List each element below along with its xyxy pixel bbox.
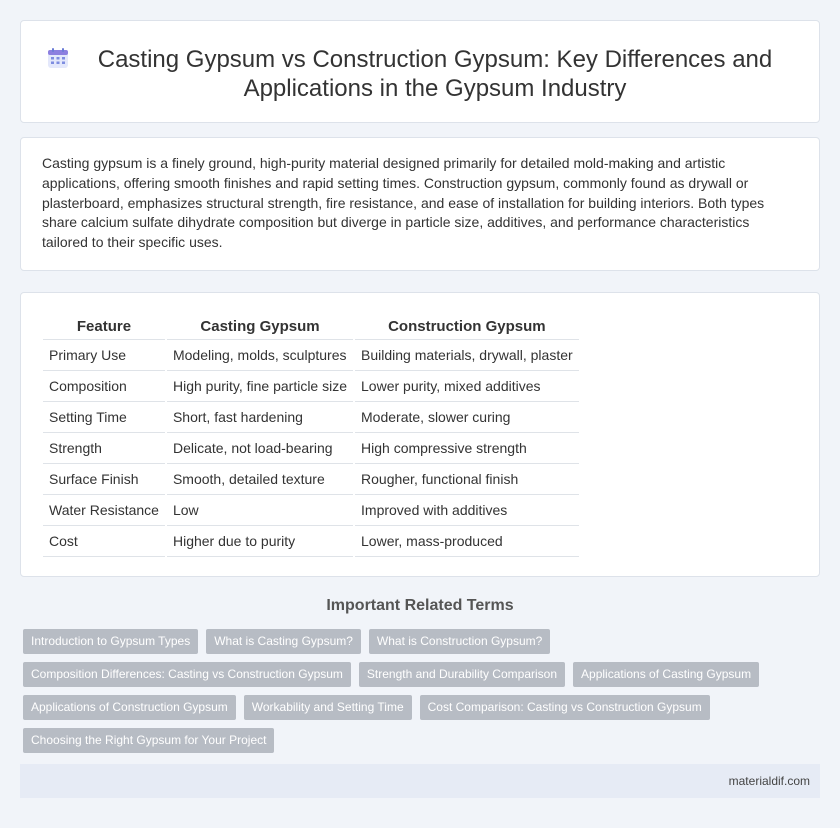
table-cell: Surface Finish xyxy=(43,463,166,494)
intro-paragraph: Casting gypsum is a finely ground, high-purity material designed primarily for detailed mold-making and artistic applications, offering smooth finishes and rapid setting times. Construction gypsum, commonly found as drywall or plasterboard, emphasizes structural strength, fire resistance, and ease of installation for building interiors. Both types share calcium sulfate dihydrate composition but diverge in particle size, additives, and performance characteristics tailored to their specific uses. xyxy=(42,155,765,251)
table-cell: Setting Time xyxy=(43,401,166,432)
table-cell: Delicate, not load-bearing xyxy=(166,432,354,463)
related-term-tag[interactable]: Choosing the Right Gypsum for Your Project xyxy=(23,728,274,753)
table-row xyxy=(43,525,579,556)
related-terms-heading: Important Related Terms xyxy=(326,597,514,614)
comparison-table xyxy=(43,313,579,557)
table-cell: Smooth, detailed texture xyxy=(166,463,354,494)
related-term-tag[interactable]: Applications of Casting Gypsum xyxy=(573,662,759,687)
page-title: Casting Gypsum vs Construction Gypsum: Key Differences and Applications in the Gypsum Industry xyxy=(97,46,773,102)
table-row xyxy=(43,339,579,370)
table-cell: Lower, mass-produced xyxy=(354,525,579,556)
title-card xyxy=(20,20,820,123)
comparison-card xyxy=(20,292,820,577)
column-header-feature: Feature xyxy=(76,318,132,336)
related-term-tag[interactable]: Workability and Setting Time xyxy=(244,695,412,720)
footer xyxy=(20,764,820,798)
related-terms-list xyxy=(22,628,782,760)
table-cell: Building materials, drywall, plaster xyxy=(354,339,579,370)
table-row xyxy=(43,432,579,463)
table-row xyxy=(43,370,579,401)
table-cell: Lower purity, mixed additives xyxy=(354,370,579,401)
table-cell: Rougher, functional finish xyxy=(354,463,579,494)
table-cell: High purity, fine particle size xyxy=(166,370,354,401)
related-term-tag[interactable]: Applications of Construction Gypsum xyxy=(23,695,236,720)
related-term-tag[interactable]: Cost Comparison: Casting vs Construction Gypsum xyxy=(420,695,710,720)
intro-card xyxy=(20,137,820,271)
table-cell: Cost xyxy=(43,525,166,556)
related-term-tag[interactable]: Strength and Durability Comparison xyxy=(359,662,565,687)
table-cell: Higher due to purity xyxy=(166,525,354,556)
table-cell: Short, fast hardening xyxy=(166,401,354,432)
table-cell: Modeling, molds, sculptures xyxy=(166,339,354,370)
table-cell: Water Resistance xyxy=(43,494,166,525)
related-term-tag[interactable]: Introduction to Gypsum Types xyxy=(23,629,198,654)
column-header-construction: Construction Gypsum xyxy=(354,313,579,339)
related-term-tag[interactable]: What is Casting Gypsum? xyxy=(206,629,361,654)
table-cell: High compressive strength xyxy=(354,432,579,463)
table-row xyxy=(43,494,579,525)
table-row xyxy=(43,463,579,494)
table-header-row xyxy=(43,313,579,339)
footer-site-name: materialdif.com xyxy=(728,774,810,788)
related-term-tag[interactable]: Composition Differences: Casting vs Construction Gypsum xyxy=(23,662,351,687)
table-row xyxy=(43,401,579,432)
table-cell: Strength xyxy=(43,432,166,463)
table-cell: Improved with additives xyxy=(354,494,579,525)
table-cell: Moderate, slower curing xyxy=(354,401,579,432)
column-header-casting: Casting Gypsum xyxy=(166,313,354,339)
table-cell: Low xyxy=(166,494,354,525)
table-cell: Primary Use xyxy=(43,339,166,370)
related-term-tag[interactable]: What is Construction Gypsum? xyxy=(369,629,550,654)
table-cell: Composition xyxy=(43,370,166,401)
